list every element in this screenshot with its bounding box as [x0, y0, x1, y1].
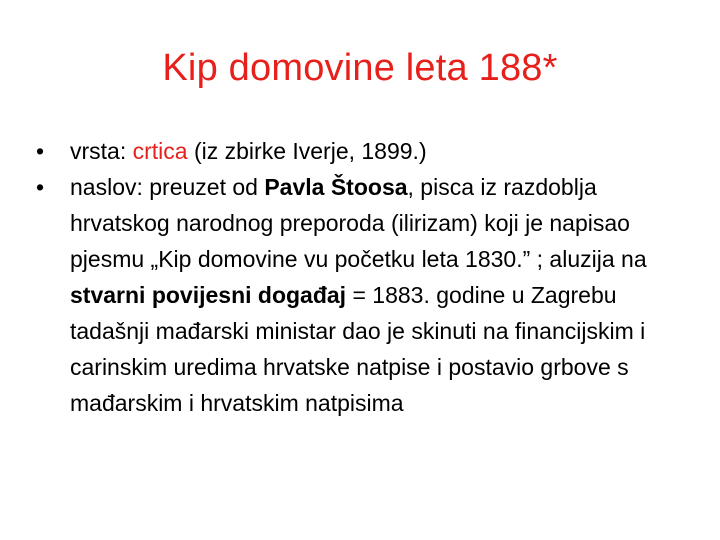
bullet-type-highlight: crtica: [132, 138, 188, 164]
bullet-list: [36, 133, 686, 421]
bullet-title-part2: , pisca iz razdoblja hrvatskog narodnog preporoda (ilirizam) koji je napisao pjesmu „Kip domovine vu početku leta 1830.” ; aluzija na: [70, 174, 647, 272]
bullet-title-author: Pavla Štoosa: [264, 174, 408, 200]
bullet-dot-icon: •: [36, 138, 45, 164]
bullet-item-type: [36, 133, 686, 169]
bullet-title-part3: = 1883. godine u Zagrebu tadašnji mađarski ministar dao je skinuti na financijskim i carinskim uredima hrvatske natpise i postavio grbove s mađarskim i hrvatskim natpisima: [70, 282, 646, 416]
bullet-title-part1: naslov: preuzet od: [70, 174, 265, 200]
bullet-title-event: stvarni povijesni događaj: [70, 282, 347, 308]
slide-title: Kip domovine leta 188*: [162, 47, 558, 89]
bullet-type-suffix: (iz zbirke Iverje, 1899.): [187, 138, 427, 164]
bullet-dot-icon: •: [36, 174, 45, 200]
bullet-type-prefix: vrsta:: [70, 138, 133, 164]
bullet-item-title: [36, 169, 686, 421]
